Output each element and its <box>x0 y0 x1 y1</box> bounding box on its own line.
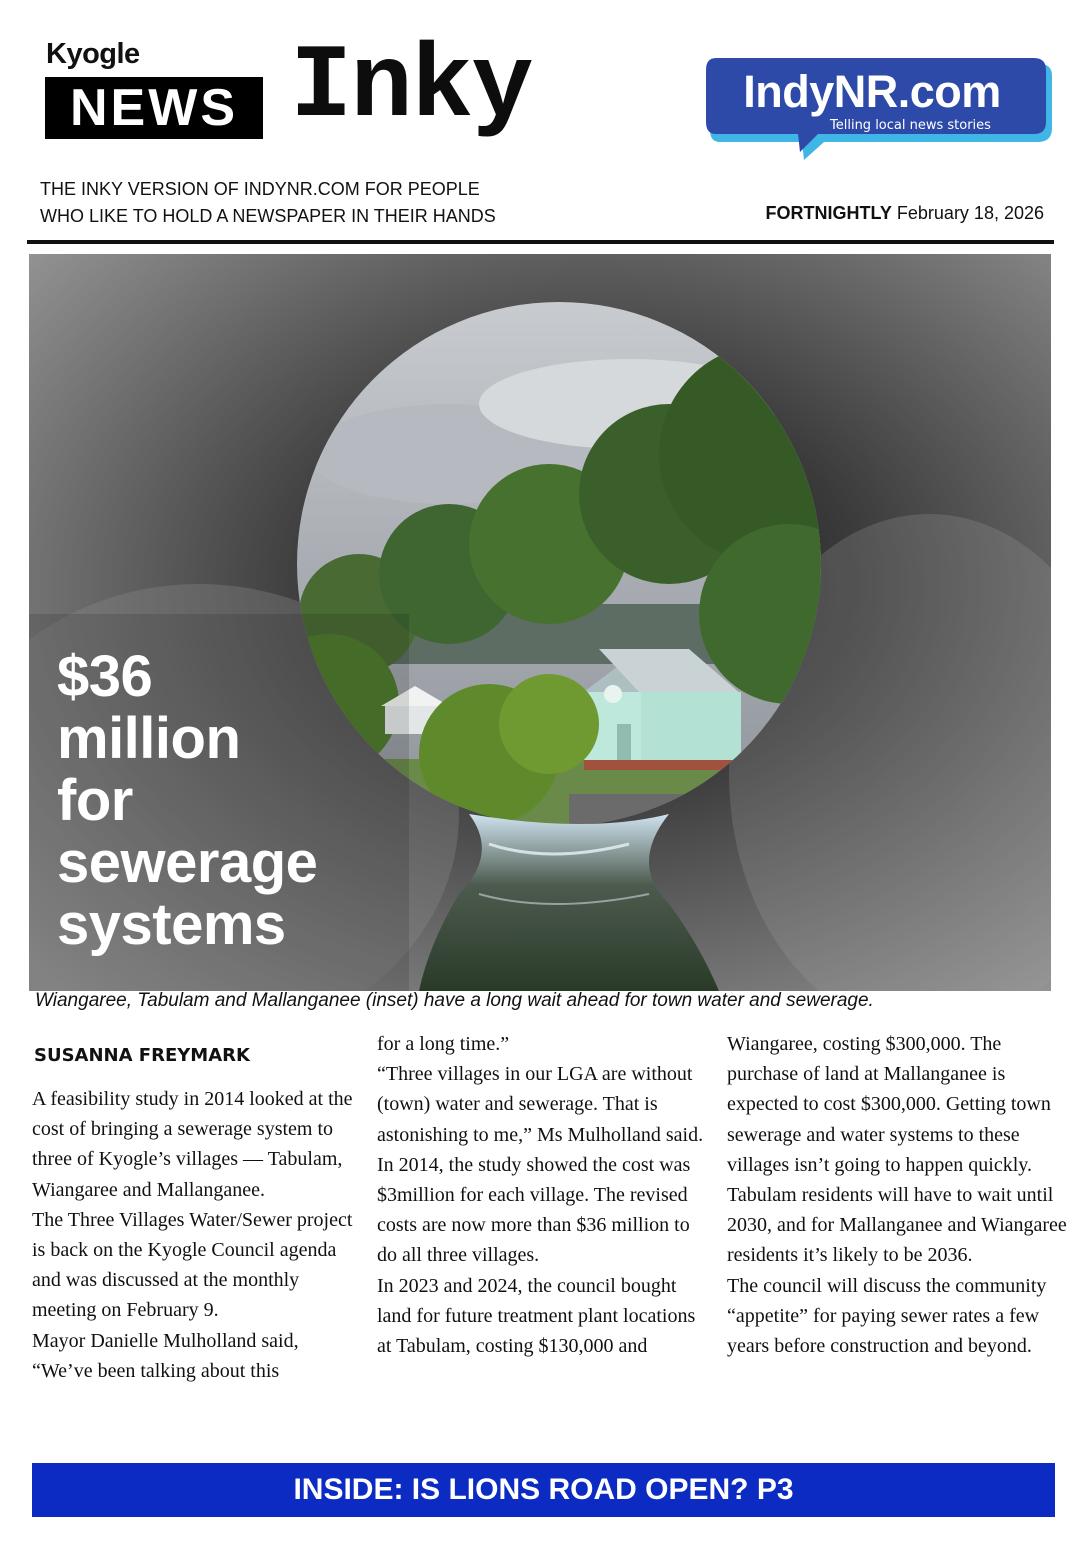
paragraph: Wiangaree, costing $300,000. The purchase of land at Mallanganee is expected to cost $300,000. Getting town sewerage and water systems to these villages isn’t going to happen quickly. Tabulam residents will have to wait until 2030, and for Mallanganee and Wiangaree residents it’s likely to be 2036. <box>727 1033 1067 1267</box>
news-wordmark: NEWS <box>45 77 263 139</box>
headline-line: systems <box>57 892 286 957</box>
article-column-3 <box>727 1029 1067 1361</box>
paragraph: for a long time.” <box>377 1033 510 1055</box>
inside-teaser-banner[interactable]: INSIDE: IS LIONS ROAD OPEN? P3 <box>32 1463 1055 1517</box>
tagline-line-2: WHO LIKE TO HOLD A NEWSPAPER IN THEIR HANDS <box>40 206 496 226</box>
headline-line: sewerage <box>57 830 318 895</box>
byline: SUSANNA FREYMARK <box>34 1045 250 1066</box>
masthead-divider <box>27 240 1054 244</box>
dateline <box>766 203 1044 224</box>
headline-line: for <box>57 768 133 833</box>
hero-photo <box>29 254 1051 991</box>
paragraph: A feasibility study in 2014 looked at the cost of bringing a sewerage system to three of Kyogle’s villages — Tabulam, Wiangaree and Mallanganee. <box>32 1088 353 1201</box>
headline-line: $36 <box>57 644 153 709</box>
headline-line: million <box>57 706 241 771</box>
paragraph: In 2014, the study showed the cost was $3million for each village. The revised costs are now more than $36 million to do all three villages. <box>377 1153 691 1267</box>
paragraph: Mayor Danielle Mulholland said, “We’ve been talking about this <box>32 1329 299 1382</box>
tagline-line-1: THE INKY VERSION OF INDYNR.COM FOR PEOPLE <box>40 179 480 199</box>
paragraph: “Three villages in our LGA are without (town) water and sewerage. That is astonishing to me,” Ms Mulholland said. <box>377 1063 704 1146</box>
headline <box>57 646 317 956</box>
masthead-tagline <box>40 176 496 230</box>
issue-date: February 18, 2026 <box>896 203 1044 223</box>
kyogle-wordmark: Kyogle <box>46 38 140 70</box>
frequency-label: FORTNIGHTLY <box>765 203 892 223</box>
article-column-2 <box>377 1029 712 1361</box>
inky-wordmark: Inky <box>290 29 532 147</box>
logo-text: IndyNR.com <box>743 66 1001 117</box>
paragraph: The council will discuss the community “appetite” for paying sewer rates a few years before construction and beyond. <box>727 1274 1047 1358</box>
masthead <box>0 0 1090 250</box>
indynr-logo[interactable] <box>706 56 1054 164</box>
paragraph: In 2023 and 2024, the council bought land for future treatment plant locations at Tabulam, costing $130,000 and <box>377 1274 696 1358</box>
paragraph: The Three Villages Water/Sewer project is back on the Kyogle Council agenda and was discussed at the monthly meeting on February 9. <box>32 1208 353 1322</box>
photo-caption: Wiangaree, Tabulam and Mallanganee (inset) have a long wait ahead for town water and sewerage. <box>35 990 874 1011</box>
article-column-1 <box>32 1084 362 1386</box>
logo-tagline: Telling local news stories <box>830 118 991 133</box>
